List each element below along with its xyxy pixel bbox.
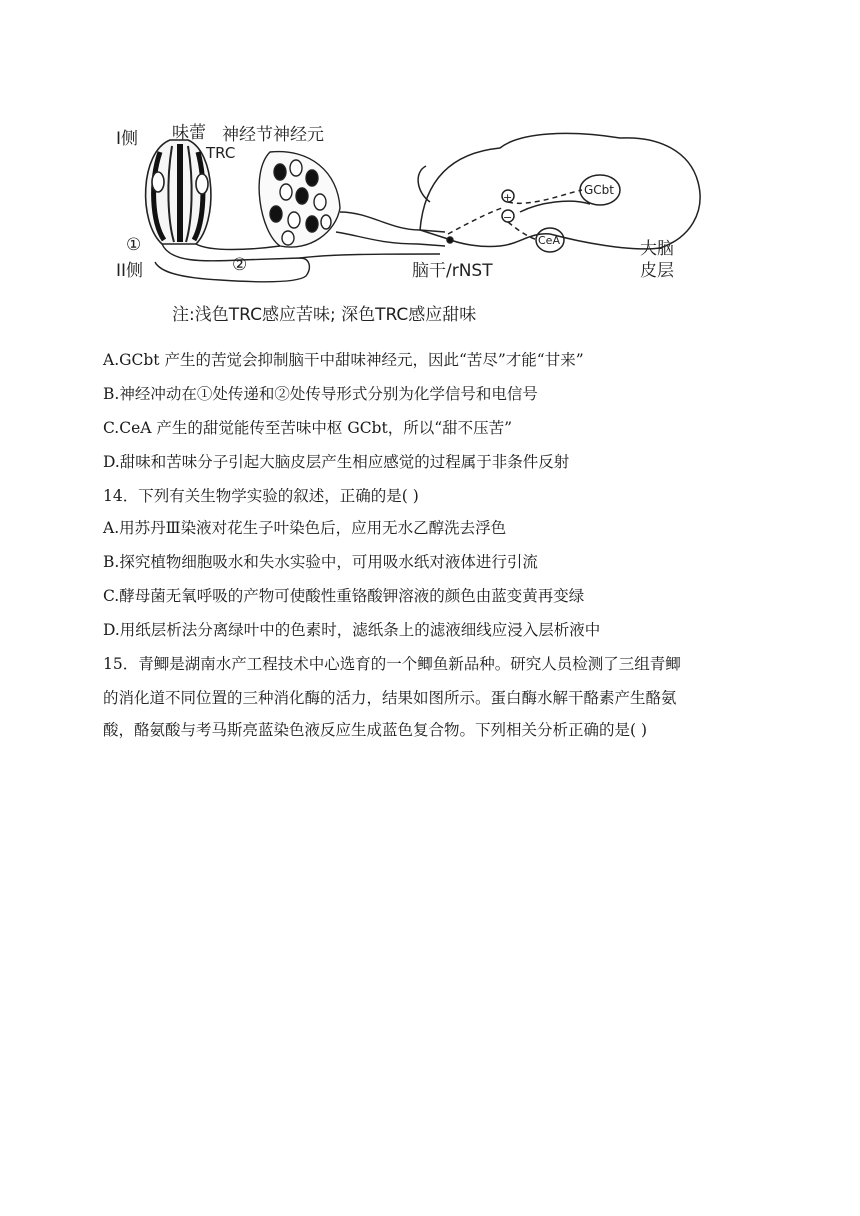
- taste-bud-drawing: [146, 140, 211, 244]
- taste-pathway-figure: [100, 112, 720, 334]
- cortex-label-2: 皮层: [640, 261, 674, 281]
- q13-option-c: C.CeA 产生的甜觉能传至苦味中枢 GCbt，所以“甜不压苦”: [103, 419, 513, 437]
- q15-stem-line3: 酸，酪氨酸与考马斯亮蓝染色液反应生成蓝色复合物。下列相关分析正确的是( ): [103, 721, 648, 739]
- trc-label: TRC: [206, 144, 236, 162]
- plus-label: +: [503, 191, 513, 204]
- side-two-label: II侧: [116, 261, 144, 281]
- minus-label: −: [503, 211, 513, 224]
- cea-label: CeA: [538, 234, 560, 247]
- q13-option-b: B.神经冲动在①处传递和②处传导形式分别为化学信号和电信号: [103, 385, 538, 403]
- cortex-label-1: 大脑: [640, 239, 674, 259]
- brainstem-label: 脑干/rNST: [412, 261, 493, 281]
- mark-two-label: ②: [232, 255, 248, 275]
- q13-option-d: D.甜味和苦味分子引起大脑皮层产生相应感觉的过程属于非条件反射: [103, 453, 570, 471]
- q15-stem-line2: 的消化道不同位置的三种消化酶的活力，结果如图所示。蛋白酶水解干酪素产生酪氨: [103, 689, 677, 707]
- ganglion-label: 神经节神经元: [222, 125, 324, 145]
- q14-option-a: A.用苏丹Ⅲ染液对花生子叶染色后，应用无水乙醇洗去浮色: [103, 519, 507, 537]
- taste-bud-label: 味蕾: [172, 123, 206, 143]
- q14-option-c: C.酵母菌无氧呼吸的产物可使酸性重铬酸钾溶液的颜色由蓝变黄再变绿: [103, 587, 585, 605]
- side-one-label: I侧: [116, 129, 139, 149]
- ganglion-drawing: [259, 152, 340, 248]
- figure-note: 注:浅色TRC感应苦味; 深色TRC感应甜味: [172, 305, 477, 325]
- q14-option-d: D.用纸层析法分离绿叶中的色素时，滤纸条上的滤液细线应浸入层析液中: [103, 621, 601, 639]
- mark-one-label: ①: [126, 235, 142, 255]
- q13-option-a: A.GCbt 产生的苦觉会抑制脑干中甜味神经元，因此“苦尽”才能“甘来”: [103, 351, 584, 369]
- q14-stem: 14．下列有关生物学实验的叙述，正确的是( ): [103, 487, 419, 505]
- q14-option-b: B.探究植物细胞吸水和失水实验中，可用吸水纸对液体进行引流: [103, 553, 538, 571]
- q15-stem-line1: 15．青鲫是湖南水产工程技术中心选育的一个鲫鱼新品种。研究人员检测了三组青鲫: [103, 655, 681, 673]
- gcbt-label: GCbt: [584, 183, 614, 197]
